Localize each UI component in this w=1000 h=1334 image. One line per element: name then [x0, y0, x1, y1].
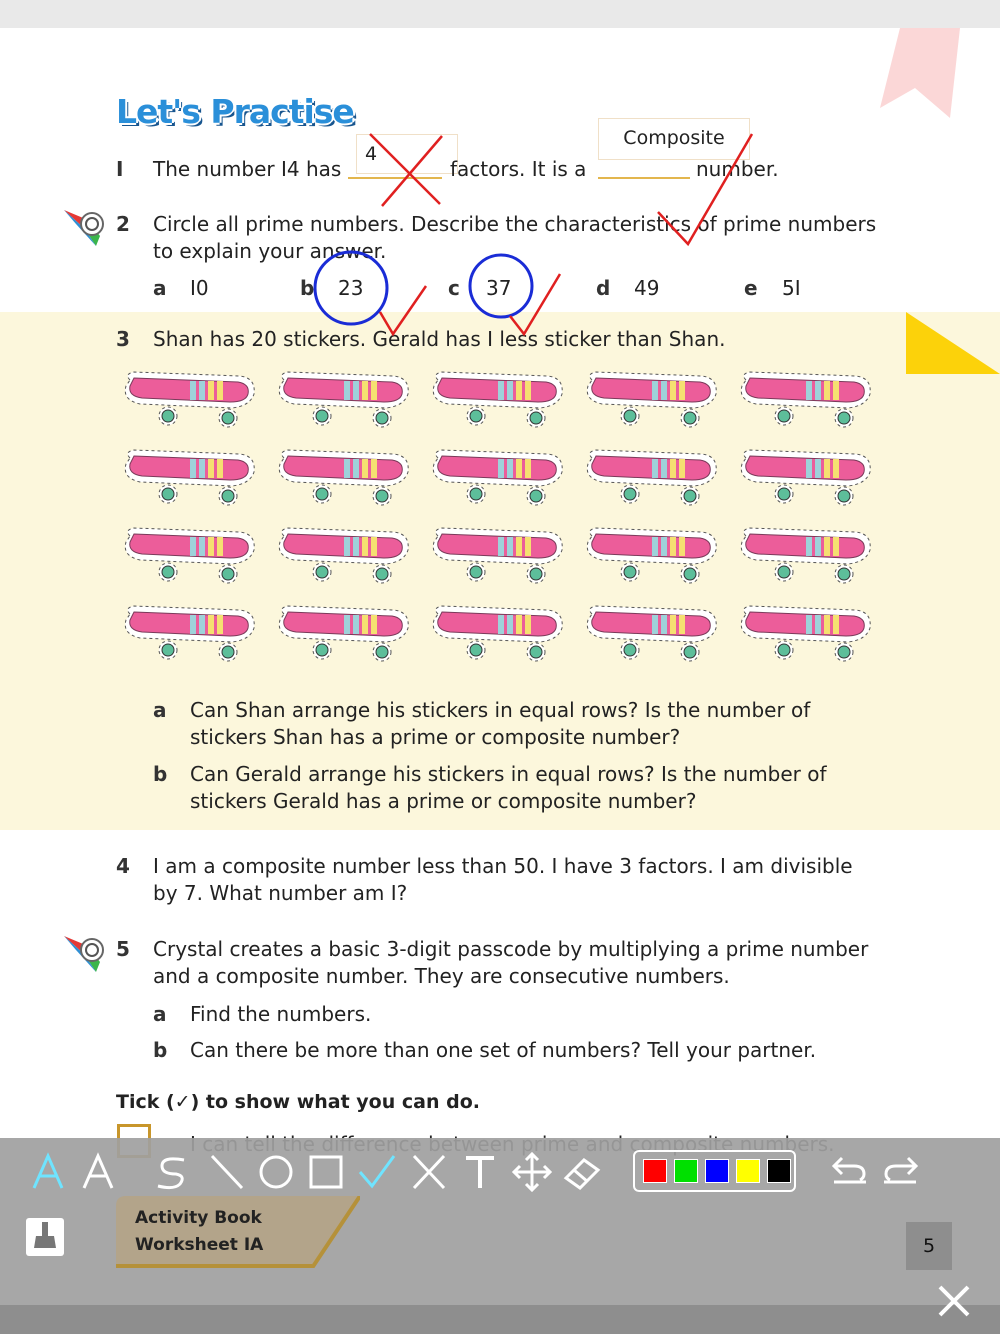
color-swatch-green[interactable] [674, 1159, 698, 1183]
q2-option-value[interactable]: 23 [338, 276, 364, 300]
q5-line2: and a composite number. They are consecutive numbers. [153, 964, 730, 988]
question-number: I [116, 157, 124, 181]
q2-option-value[interactable]: 49 [634, 276, 660, 300]
q1-factors-answer[interactable]: 4 [356, 134, 458, 174]
q1-text-c: number. [696, 157, 779, 181]
q5-line1: Crystal creates a basic 3-digit passcode by multiplying a prime number [153, 937, 869, 961]
q2-option-value[interactable]: 37 [486, 276, 512, 300]
skateboard-sticker [582, 598, 722, 670]
redo-icon[interactable] [880, 1152, 920, 1192]
q4-line2: by 7. What number am I? [153, 881, 408, 905]
eraser-icon[interactable] [562, 1152, 602, 1192]
q2-option-letter: b [300, 276, 315, 300]
q1-text-a: The number I4 has [153, 157, 342, 181]
check-icon[interactable] [356, 1152, 396, 1192]
q5-sub-letter: b [153, 1038, 168, 1062]
challenge-icon [64, 206, 110, 248]
worksheet-title: Worksheet IA [135, 1235, 264, 1255]
challenge-icon [64, 932, 110, 974]
tick-heading: Tick (✓) to show what you can do. [116, 1091, 480, 1113]
skateboard-sticker [120, 364, 260, 436]
q3a-line2: stickers Shan has a prime or composite number? [190, 725, 681, 749]
pen-icon[interactable] [78, 1152, 118, 1192]
bookmark-ribbon[interactable] [880, 28, 960, 118]
lasso-icon[interactable] [152, 1152, 192, 1192]
q2-option-value[interactable]: I0 [190, 276, 209, 300]
skateboard-sticker [736, 364, 876, 436]
close-icon[interactable] [936, 1283, 972, 1319]
rectangle-icon[interactable] [306, 1152, 346, 1192]
skateboard-sticker [274, 598, 414, 670]
skateboard-sticker [274, 520, 414, 592]
question-number: 4 [116, 854, 130, 878]
book-tab [116, 1196, 360, 1268]
bottom-strip [0, 1305, 1000, 1334]
color-swatch-yellow[interactable] [736, 1159, 760, 1183]
skateboard-sticker [736, 442, 876, 514]
q3-text: Shan has 20 stickers. Gerald has I less sticker than Shan. [153, 327, 726, 351]
q2-option-letter: a [153, 276, 167, 300]
q3b-line2: stickers Gerald has a prime or composite number? [190, 789, 697, 813]
q2-option-letter: e [744, 276, 758, 300]
skateboard-sticker [120, 442, 260, 514]
q1-type-answer[interactable]: Composite [598, 118, 750, 160]
q1-blank-type [598, 176, 690, 179]
skateboard-sticker [582, 442, 722, 514]
top-bar [0, 0, 1000, 28]
q2-option-value[interactable]: 5I [782, 276, 801, 300]
skateboard-sticker [428, 520, 568, 592]
q3b-line1: Can Gerald arrange his stickers in equal rows? Is the number of [190, 762, 827, 786]
skateboard-sticker [274, 442, 414, 514]
highlighter-icon[interactable] [28, 1152, 68, 1192]
q3-sub-letter: b [153, 762, 168, 786]
q1-blank-factors [348, 176, 442, 179]
skateboard-sticker [428, 442, 568, 514]
q4-line1: I am a composite number less than 50. I have 3 factors. I am divisible [153, 854, 853, 878]
color-swatch-red[interactable] [643, 1159, 667, 1183]
book-title: Activity Book [135, 1208, 262, 1228]
page-number: 5 [906, 1222, 952, 1270]
text-icon[interactable] [460, 1152, 500, 1192]
skateboard-sticker [428, 364, 568, 436]
clean-page-icon[interactable] [26, 1218, 64, 1256]
question-number: 3 [116, 327, 130, 351]
undo-icon[interactable] [830, 1152, 870, 1192]
q2-line1: Circle all prime numbers. Describe the characteristics of prime numbers [153, 212, 877, 236]
skateboard-sticker [428, 598, 568, 670]
q5a-text: Find the numbers. [190, 1002, 372, 1026]
circle-icon[interactable] [256, 1152, 296, 1192]
question-number: 5 [116, 937, 130, 961]
line-icon[interactable] [206, 1152, 246, 1192]
q2-line2: to explain your answer. [153, 239, 387, 263]
q5-sub-letter: a [153, 1002, 167, 1026]
skateboard-sticker [736, 520, 876, 592]
q3-sub-letter: a [153, 698, 167, 722]
color-swatch-black[interactable] [767, 1159, 791, 1183]
q1-text-b: factors. It is a [450, 157, 587, 181]
move-icon[interactable] [512, 1152, 552, 1192]
color-swatch-blue[interactable] [705, 1159, 729, 1183]
q2-option-letter: c [448, 276, 460, 300]
cross-icon[interactable] [408, 1152, 448, 1192]
q3a-line1: Can Shan arrange his stickers in equal rows? Is the number of [190, 698, 811, 722]
skateboard-sticker [120, 598, 260, 670]
skateboard-sticker [120, 520, 260, 592]
skateboard-sticker [582, 364, 722, 436]
skateboard-sticker [274, 364, 414, 436]
skateboard-sticker [736, 598, 876, 670]
question-number: 2 [116, 212, 130, 236]
corner-flag [906, 312, 1000, 374]
q2-option-letter: d [596, 276, 611, 300]
page-title: Let's Practise [116, 92, 354, 131]
skateboard-sticker [582, 520, 722, 592]
q5b-text: Can there be more than one set of numbers? Tell your partner. [190, 1038, 817, 1062]
